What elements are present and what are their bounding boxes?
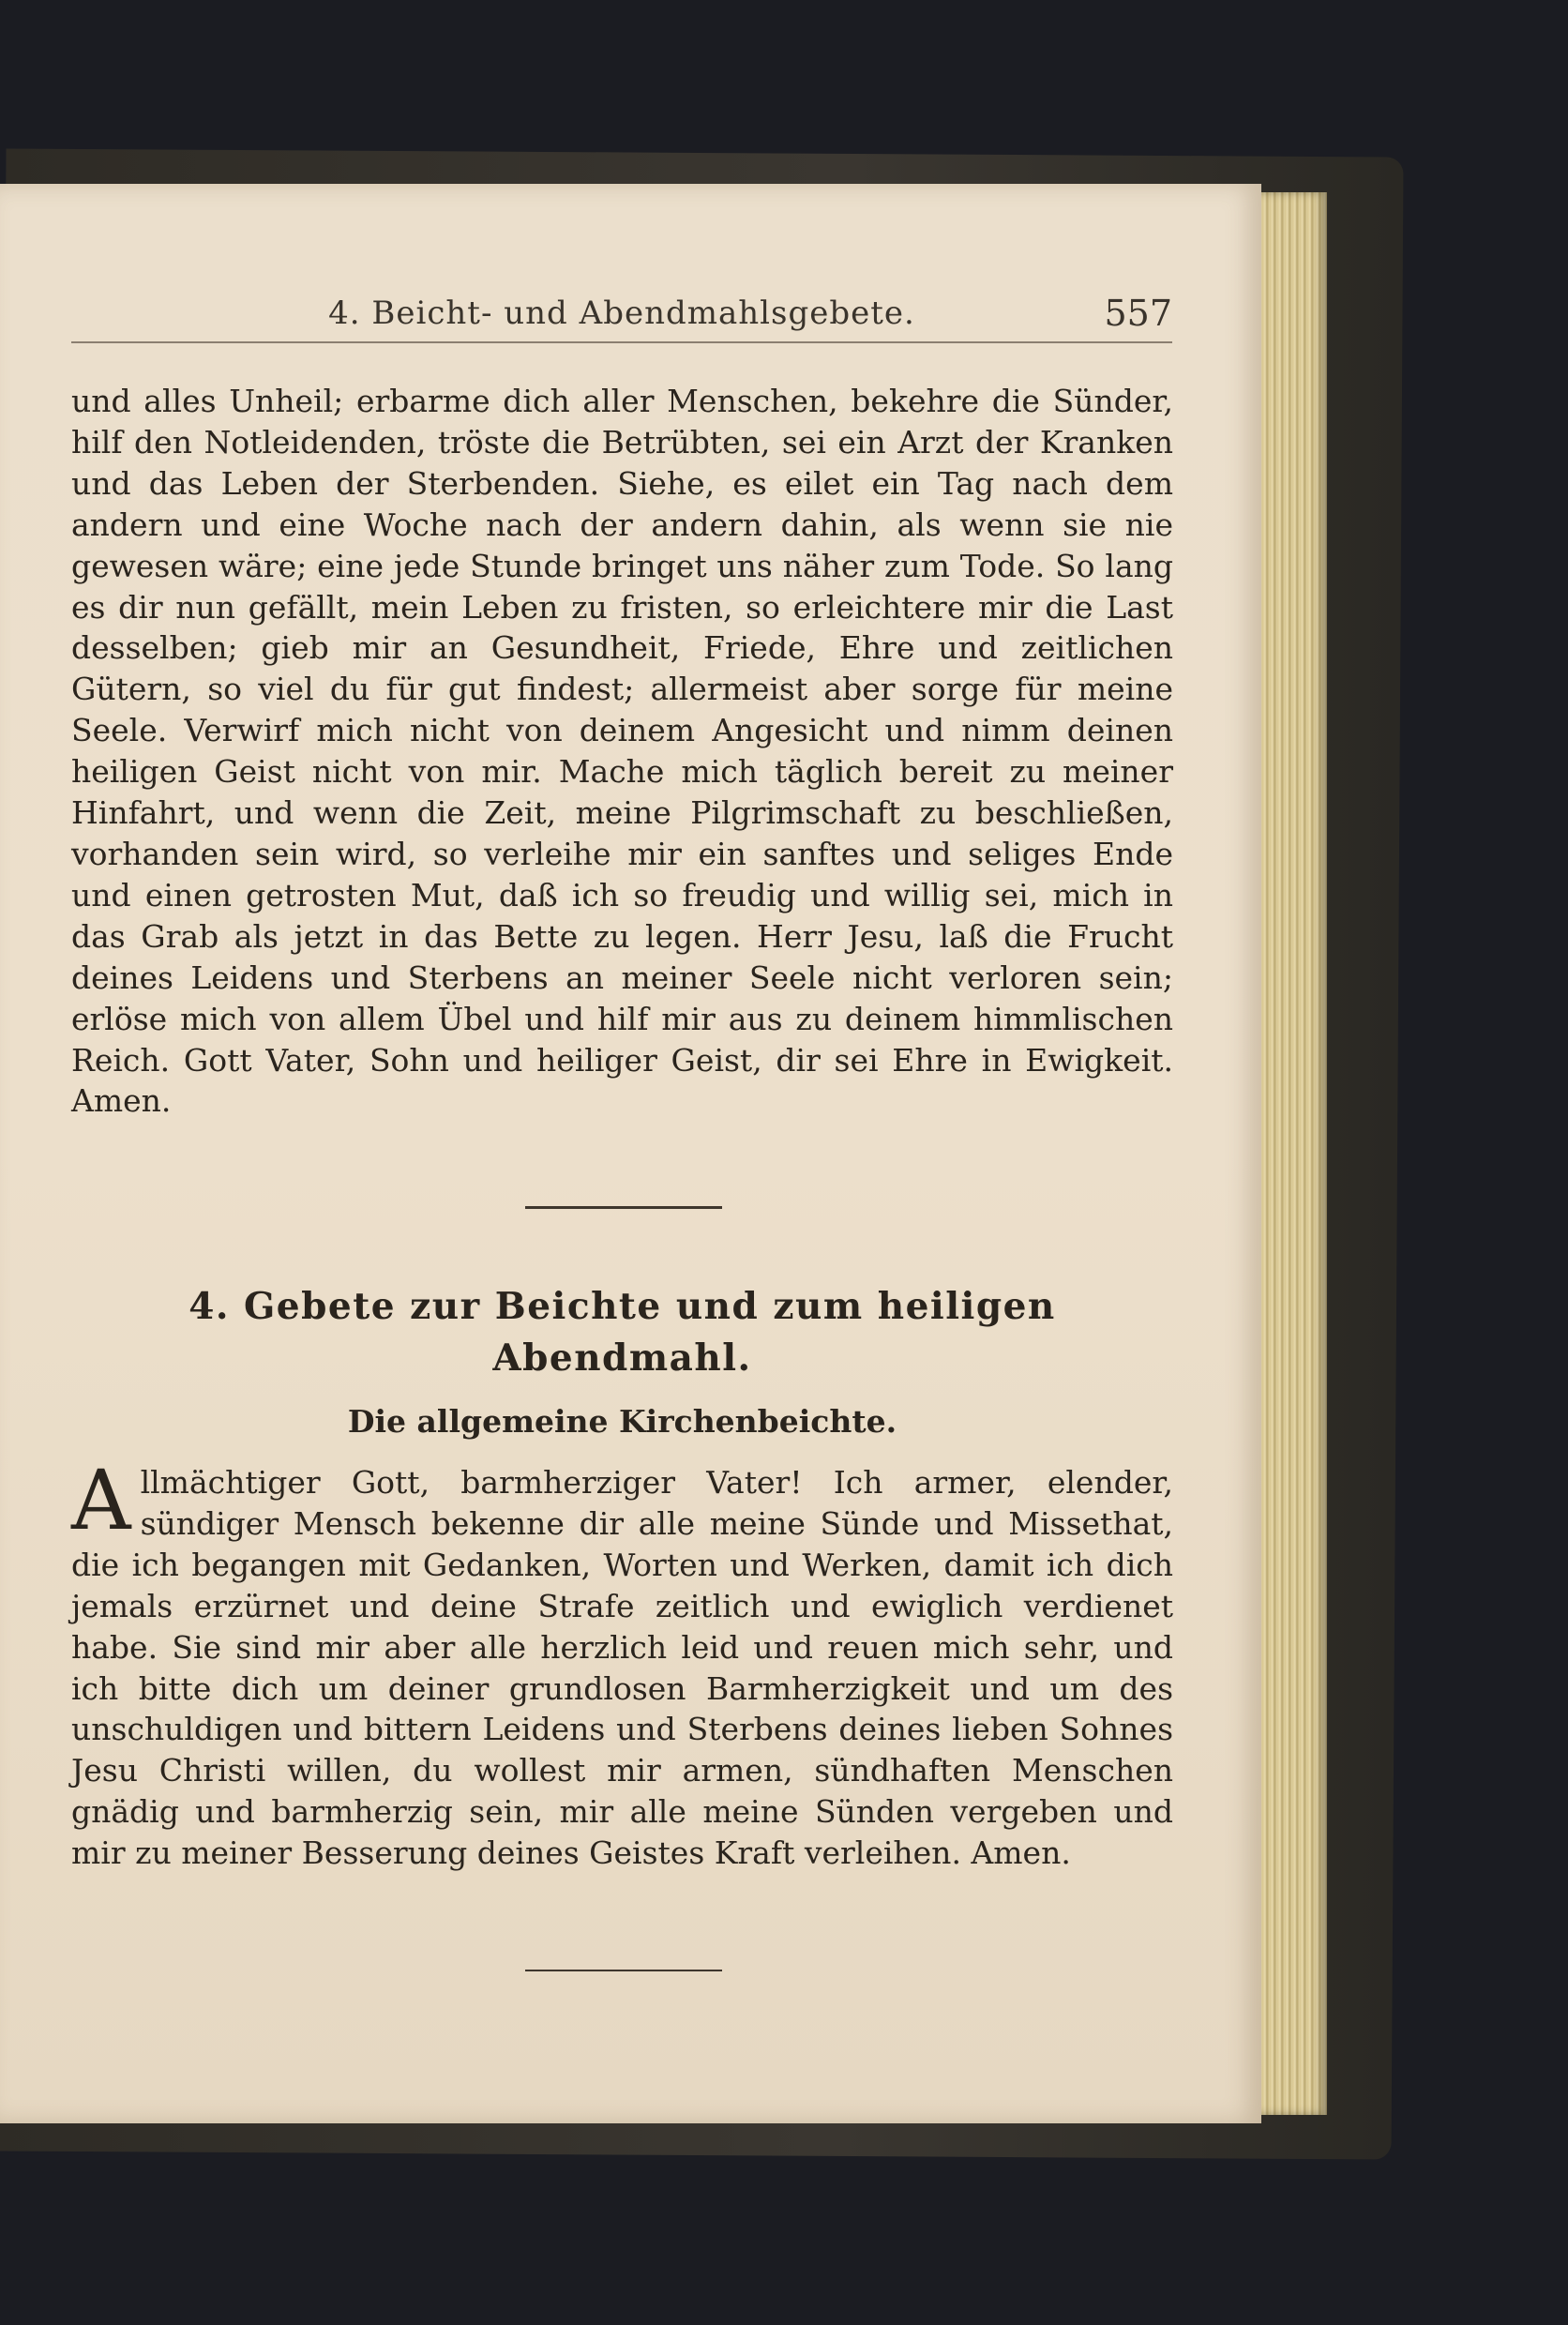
header-title: 4. Beicht- und Abendmahlsgebete.	[328, 294, 915, 332]
section-heading-line1: 4. Gebete zur Beichte und zum heiligen	[188, 1285, 1056, 1328]
paragraph-2	[71, 1452, 1173, 1874]
page-number: 557	[1104, 293, 1172, 334]
drop-cap: A	[71, 1452, 131, 1548]
book-page	[0, 184, 1261, 2123]
running-header	[71, 289, 1172, 343]
end-divider	[525, 1970, 722, 1971]
section-heading	[71, 1281, 1173, 1384]
section-heading-line2: Abendmahl.	[492, 1336, 752, 1380]
paragraph-1: und alles Unheil; erbarme dich aller Menschen, bekehre die Sünder, hilf den Notleidenden, tröste die Betrübten, sei ein Arzt der Kranken und das Leben der Sterbenden. Siehe, es eilet ein Tag nach dem andern und eine Woche nach der andern dahin, als wenn sie nie gewesen wäre; eine jede Stunde bringet uns näher zum Tode. So lang es dir nun gefällt, mein Leben zu fristen, so erleichtere mir die Last desselben; gieb mir an Gesundheit, Friede, Ehre und zeitlichen Gütern, so viel du für gut findest; allermeist aber sorge für meine Seele. Verwirf mich nicht von deinem Angesicht und nimm deinen heiligen Geist nicht von mir. Mache mich täglich bereit zu meiner Hinfahrt, und wenn die Zeit, meine Pilgrimschaft zu beschließen, vorhanden sein wird, so verleihe mir ein sanftes und seliges Ende und einen getrosten Mut, daß ich so freudig und willig sei, mich in das Grab als jetzt in das Bette zu legen. Herr Jesu, laß die Frucht deines Leidens und Sterbens an meiner Seele nicht verloren sein; erlöse mich von allem Übel und hilf mir aus zu deinem himmlischen Reich. Gott Vater, Sohn und heiliger Geist, dir sei Ehre in Ewigkeit. Amen.	[71, 383, 1173, 1120]
section-divider	[525, 1206, 722, 1209]
prayer-title: Die allgemeine Kirchenbeichte.	[347, 1403, 897, 1440]
paragraph-2-text: llmächtiger Gott, barmherziger Vater! Ich armer, elender, sündiger Mensch bekenne dir alle meine Sünde und Missethat, die ich begangen mit Gedanken, Worten und Werken, damit ich dich jemals erzürnet und deine Strafe zeitlich und ewiglich verdienet habe. Sie sind mir aber alle herzlich leid und reuen mich sehr, und ich bitte dich um deiner grundlosen Barmherzigkeit und um des unschuldigen und bittern Leidens und Sterbens deines lieben Sohnes Jesu Christi willen, du wollest mir armen, sündhaften Menschen gnädig und barmherzig sein, mir alle meine Sünden vergeben und mir zu meiner Besserung deines Geistes Kraft verleihen. Amen.	[71, 1464, 1173, 1872]
